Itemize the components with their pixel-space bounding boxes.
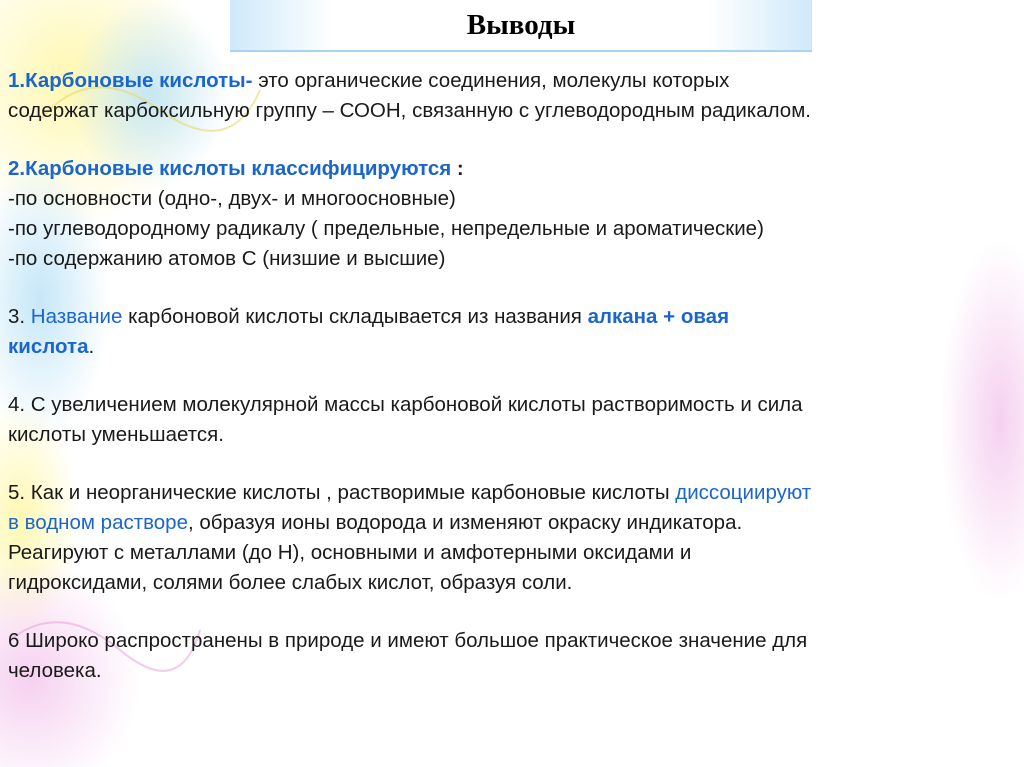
point-2-item: -по основности (одно-, двух- и многоосновные) <box>8 187 456 210</box>
point-3-term: Название <box>30 305 123 328</box>
point-3-number: 3. <box>8 305 31 328</box>
point-5-term-line2: в водном растворе <box>8 511 188 534</box>
point-6 <box>8 626 1016 686</box>
page-title: Выводы <box>466 8 576 41</box>
point-5-term-line1: диссоциируют <box>675 481 812 504</box>
point-5-part1: 5. Как и неорганические кислоты , растворимые карбоновые кислоты <box>8 481 676 504</box>
point-4-line1: 4. С увеличением молекулярной массы карбоновой кислоты растворимость и сила <box>8 393 803 416</box>
point-3 <box>8 302 1016 362</box>
point-1-number: 1. <box>8 69 26 92</box>
title-bar <box>230 0 812 52</box>
point-5 <box>8 478 1016 598</box>
point-4-line2: кислоты уменьшается. <box>8 423 224 446</box>
conclusions-body <box>8 66 1016 714</box>
point-4 <box>8 390 1016 450</box>
point-5-line4: гидроксидами, солями более слабых кислот, образуя соли. <box>8 571 573 594</box>
point-3-text: карбоновой кислоты складывается из названия <box>122 305 588 328</box>
point-3-dot: . <box>88 335 95 358</box>
point-5-part2: , образуя ионы водорода и изменяют окраску индикатора. <box>187 511 743 534</box>
point-2-colon: : <box>451 157 464 180</box>
point-5-line3: Реагируют с металлами (до Н), основными и амфотерными оксидами и <box>8 541 692 564</box>
point-2-heading: 2.Карбоновые кислоты классифицируются <box>8 157 452 180</box>
point-1-text-line2: содержат карбоксильную группу – СООН, связанную с углеводородным радикалом. <box>8 99 811 122</box>
point-2 <box>8 154 1016 274</box>
point-3-formula-line2: кислота <box>8 335 89 358</box>
point-1 <box>8 66 1016 126</box>
point-6-line2: человека. <box>8 659 102 682</box>
point-2-item: -по содержанию атомов С (низшие и высшие) <box>8 247 446 270</box>
point-1-term: Карбоновые кислоты- <box>25 69 253 92</box>
point-6-line1: 6 Широко распространены в природе и имеют большое практическое значение для <box>8 629 808 652</box>
point-2-item: -по углеводородному радикалу ( предельные, непредельные и ароматические) <box>8 217 764 240</box>
point-1-text-line1: это органические соединения, молекулы которых <box>252 69 730 92</box>
point-3-formula-line1: алкана + овая <box>587 305 730 328</box>
